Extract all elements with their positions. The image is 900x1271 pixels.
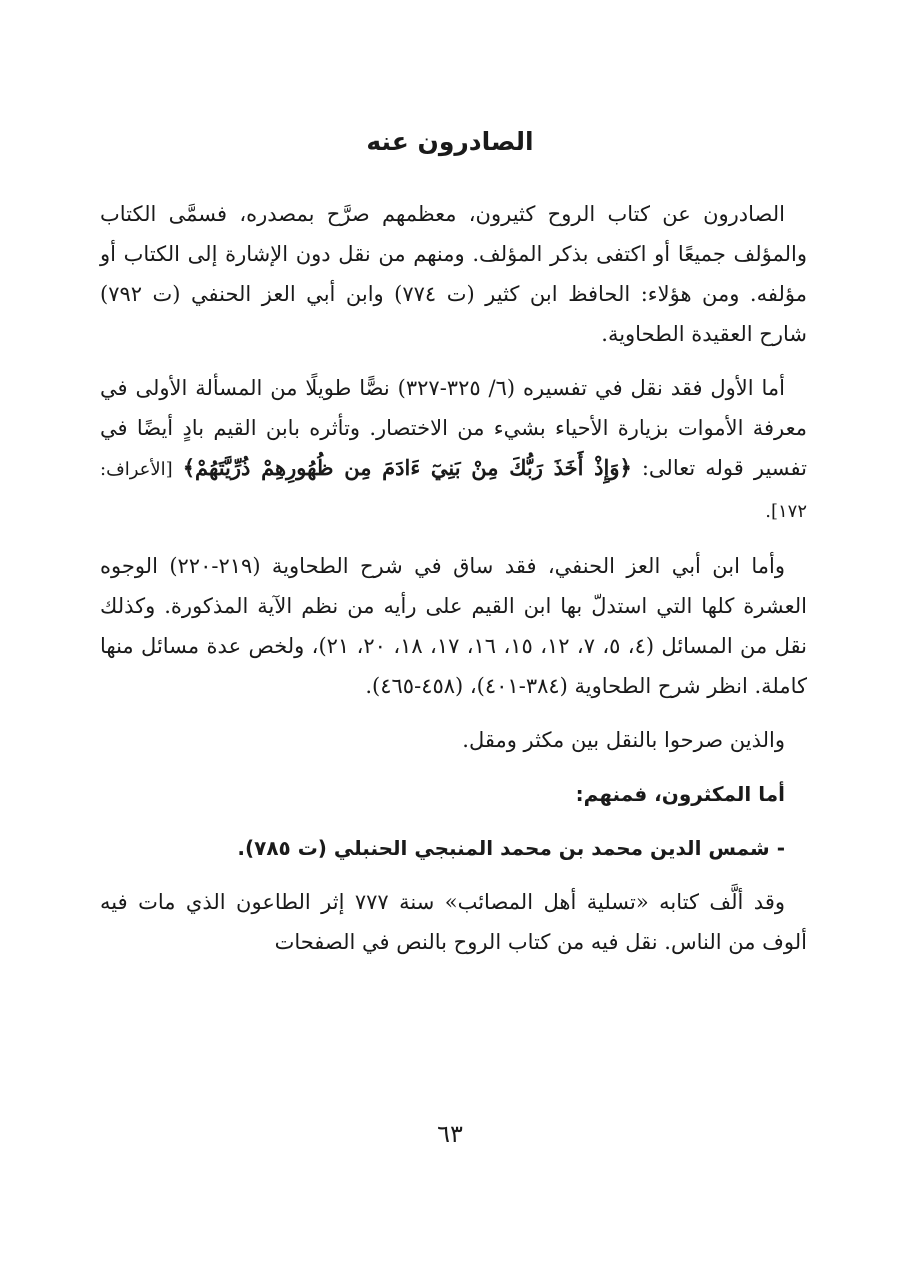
paragraph-ibn-kathir-text: أما الأول فقد نقل في تفسيره (٦/ ٣٢٥-٣٢٧) نصًّا طويلًا من المسألة الأولى في معرفة الأموات بزيارة الأحياء بشيء من الاختصار. وتأثره بابن القيم بادٍ أيضًا في تفسير قوله تعالى:	[100, 376, 807, 480]
page-number: ٦٣	[437, 1120, 463, 1148]
paragraph-tasliya: وقد ألَّف كتابه «تسلية أهل المصائب» سنة ٧٧٧ إثر الطاعون الذي مات فيه ألوف من الناس. نقل فيه من كتاب الروح بالنص في الصفحات	[100, 890, 807, 954]
quran-verse: ﴿وَإِذْ أَخَذَ رَبُّكَ مِنْ بَنِيٓ ءَادَمَ مِن ظُهُورِهِمْ ذُرِّيَّتَهُمْ﴾	[182, 455, 632, 480]
verse-citation: [الأعراف: ١٧٢].	[100, 459, 807, 522]
paragraph-ibn-kathir	[100, 368, 807, 532]
paragraph-quoters: والذين صرحوا بالنقل بين مكثر ومقل.	[462, 728, 785, 752]
paragraph-ibn-abi-al-izz: وأما ابن أبي العز الحنفي، فقد ساق في شرح الطحاوية (٢١٩-٢٢٠) الوجوه العشرة كلها التي استدلّ بها ابن القيم على رأيه من نظم الآية المذكورة. وكذلك نقل من المسائل (٤، ٥، ٧، ١٢، ١٥، ١٦، ١٧، ١٨، ٢٠، ٢١)، ولخص عدة مسائل منها كاملة. انظر شرح الطحاوية (٣٨٤-٤٠١)، (٤٥٨-٤٦٥).	[100, 554, 808, 698]
subheading-frequent-quoters: أما المكثرون، فمنهم:	[575, 782, 785, 806]
section-heading: الصادرون عنه	[366, 127, 534, 156]
paragraph-intro: الصادرون عن كتاب الروح كثيرون، معظمهم صرَّح بمصدره، فسمَّى الكتاب والمؤلف جميعًا أو اكتفى بذكر المؤلف. ومنهم من نقل دون الإشارة إلى الكتاب أو مؤلفه. ومن هؤلاء: الحافظ ابن كثير (ت ٧٧٤) وابن أبي العز الحنفي (ت ٧٩٢) شارح العقيدة الطحاوية.	[100, 202, 807, 346]
body-text	[100, 194, 807, 976]
entry-al-manbiji: - شمس الدين محمد بن محمد المنبجي الحنبلي (ت ٧٨٥).	[237, 836, 785, 860]
